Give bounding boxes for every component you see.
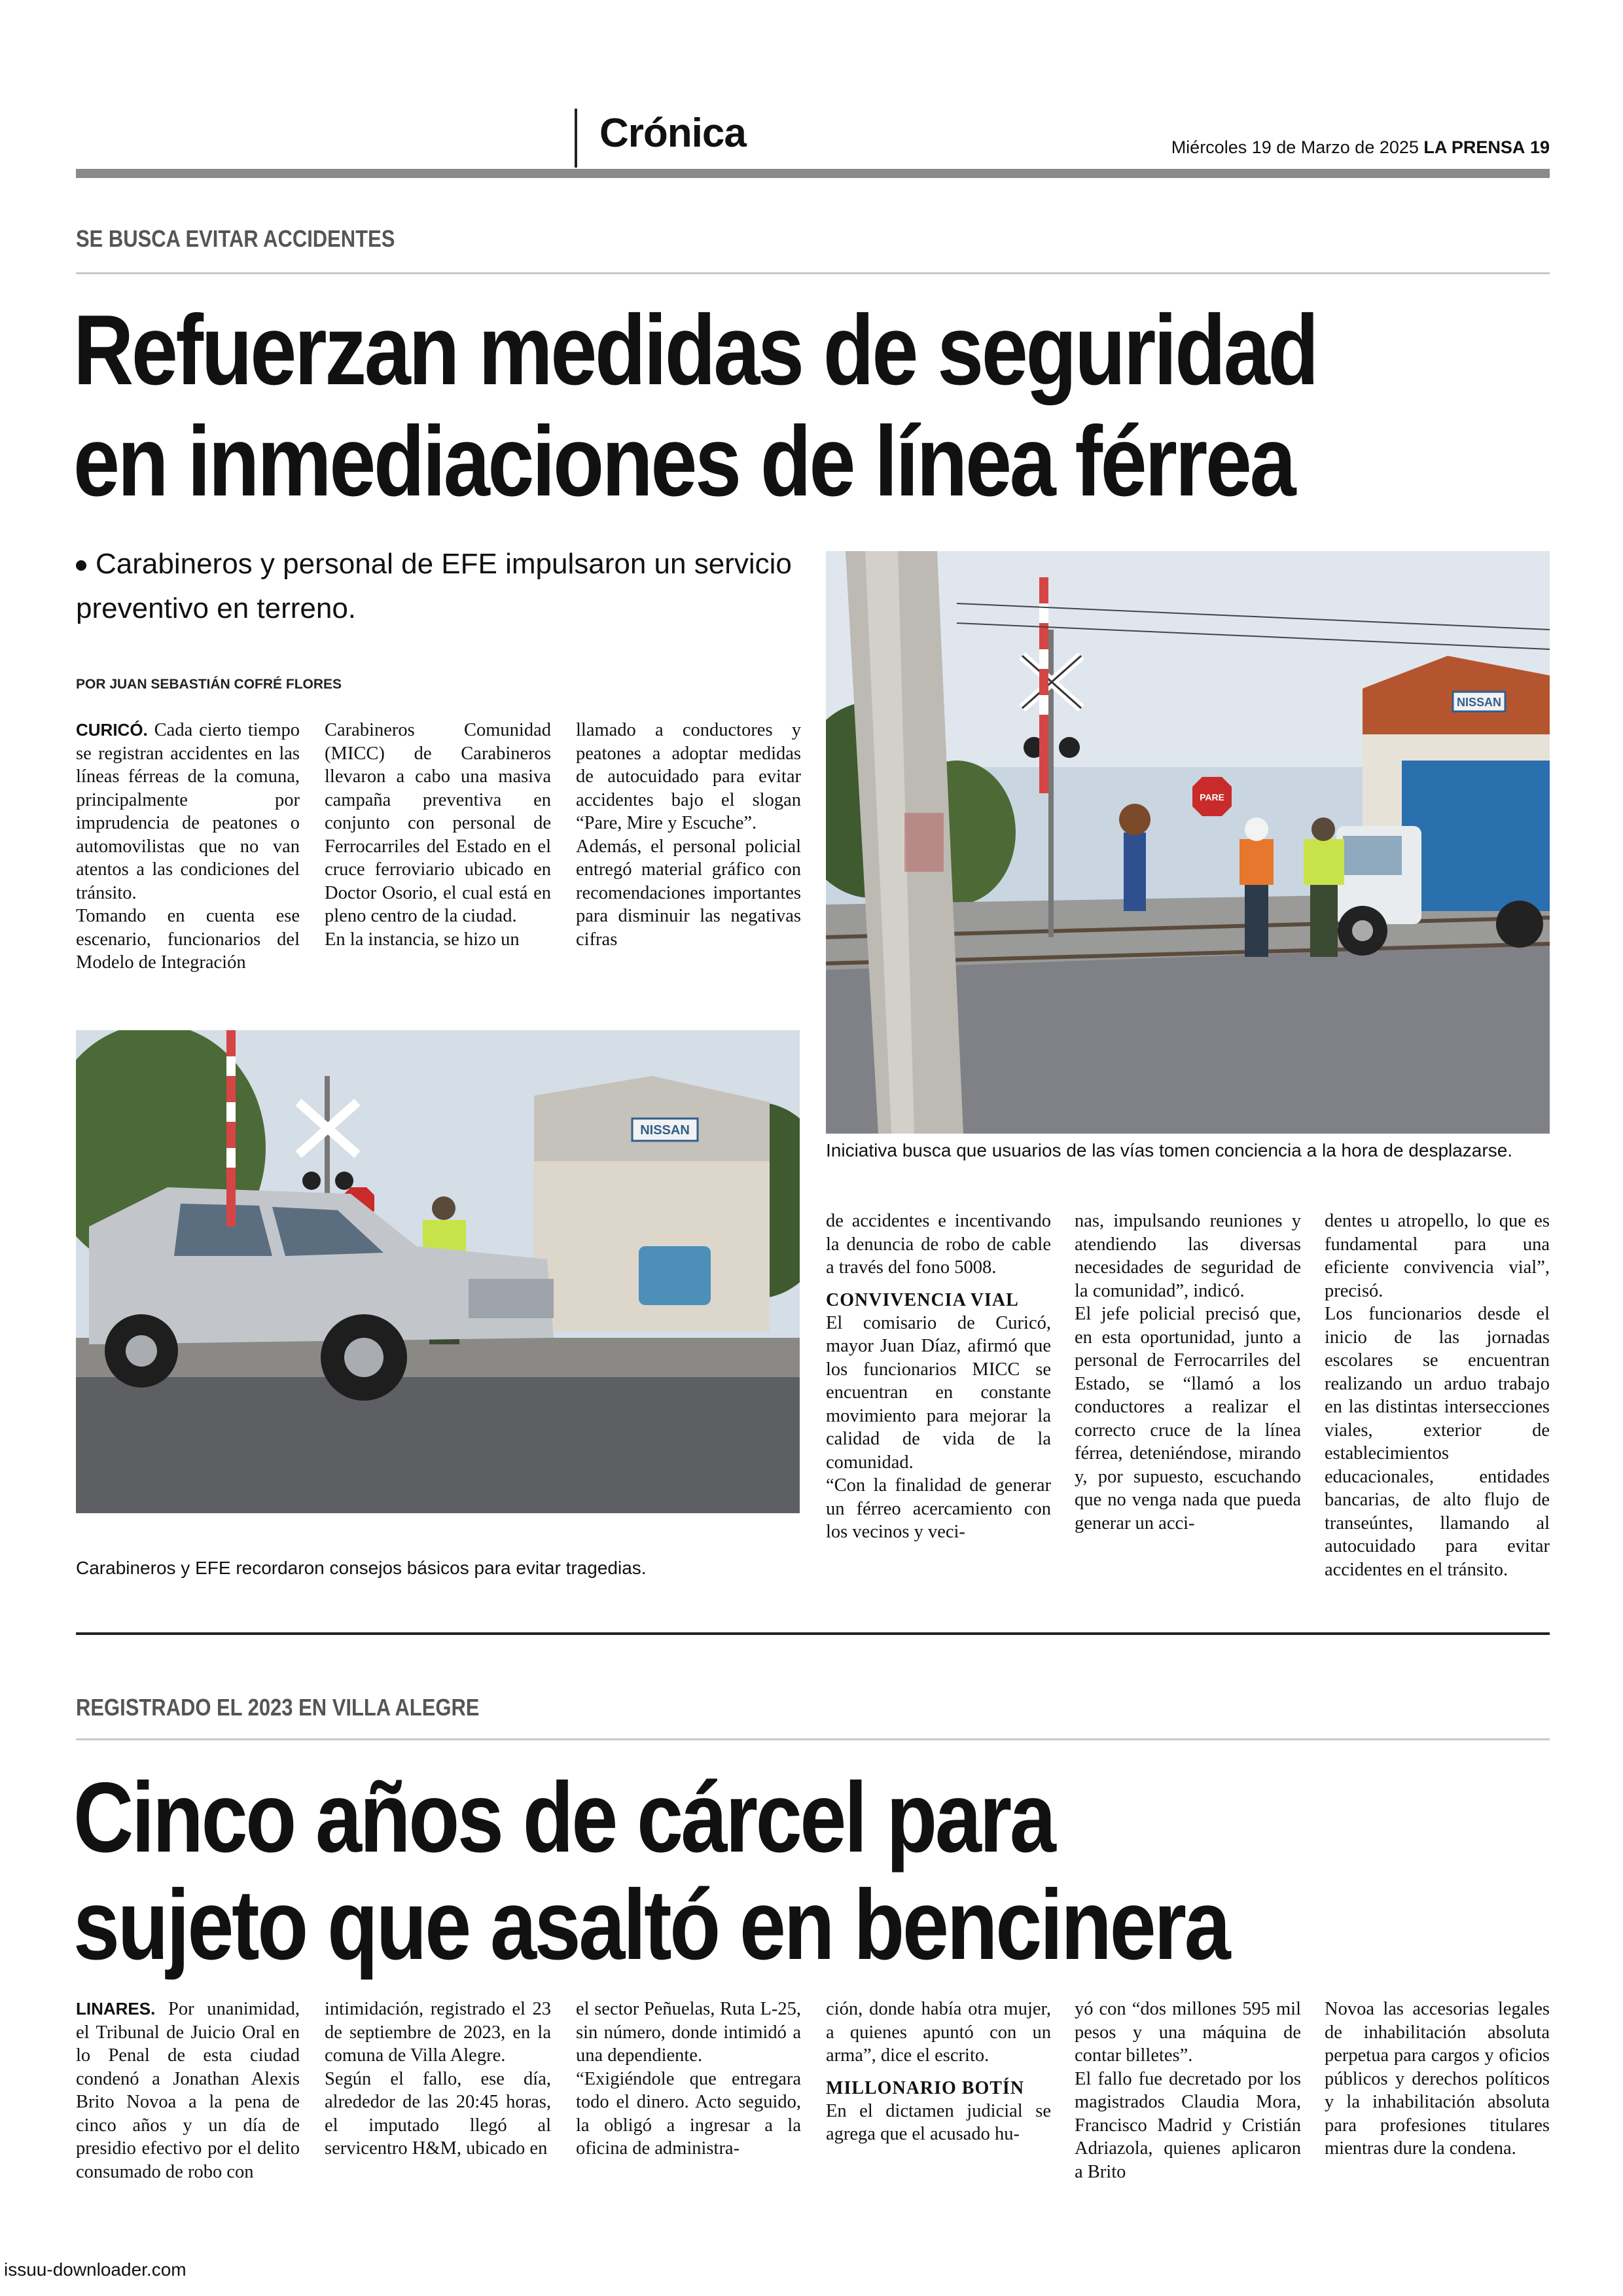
sign-pare: PARE bbox=[1200, 792, 1224, 802]
article2-column-5 bbox=[1075, 1998, 1301, 2183]
paragraph: Novoa las accesorias legales de inhabilitación absoluta perpetua para cargos y oficios públicos y derechos políticos y la inhabilitación absoluta para profesiones titulares mientras dure la condena. bbox=[1325, 1999, 1550, 2159]
issue-date-line bbox=[1171, 137, 1550, 158]
sign-nissan-2: NISSAN bbox=[640, 1123, 690, 1138]
paragraph: El comisario de Curicó, mayor Juan Díaz, afirmó que los funcionarios MICC se encuentran en constante movimiento para mejorar la calidad de vida de la comunidad. bbox=[826, 1312, 1051, 1473]
photo-railway-crossing bbox=[826, 551, 1550, 1134]
article2-column-3 bbox=[576, 1998, 801, 2161]
article1-column-2 bbox=[325, 719, 551, 951]
paragraph: yó con “dos millones 595 mil pesos y una máquina de contar billetes”. bbox=[1075, 1999, 1301, 2066]
article1-byline: POR JUAN SEBASTIÁN COFRÉ FLORES bbox=[76, 677, 342, 692]
article1-headline-line1: Refuerzan medidas de seguridad bbox=[73, 295, 1317, 406]
paragraph: de accidentes e incentivando la denuncia de robo de cable a través del fono 5008. bbox=[826, 1211, 1051, 1278]
paragraph: El fallo fue decretado por los magistrados Claudia Mora, Francisco Madrid y Cristián Adriazola, quienes aplicaron a Brito bbox=[1075, 2068, 1301, 2182]
paragraph: intimidación, registrado el 23 de septiembre de 2023, en la comuna de Villa Alegre. bbox=[325, 1999, 551, 2066]
paragraph: Tomando en cuenta ese escenario, funcionarios del Modelo de Integración bbox=[76, 906, 300, 973]
dateline: CURICÓ. bbox=[76, 720, 148, 740]
paragraph: el sector Peñuelas, Ruta L-25, sin número, donde intimidó a una dependiente. bbox=[576, 1999, 801, 2066]
article1-lead bbox=[76, 542, 809, 631]
paragraph: En el dictamen judicial se agrega que el acusado hu- bbox=[826, 2100, 1051, 2144]
paragraph: ción, donde había otra mujer, a quienes apuntó con un arma”, dice el escrito. bbox=[826, 1999, 1051, 2066]
caption-photo-1: Iniciativa busca que usuarios de las vías tomen conciencia a la hora de desplazarse. bbox=[826, 1140, 1513, 1160]
paragraph: Los funcionarios desde el inicio de las jornadas escolares se encuentran realizando un arduo trabajo en las distintas intersecciones viales, exterior de establecimientos educacionales, entidades bancarias, de alto flujo de transeúntes, llamando al autocuidado para evitar accidentes en el tránsito. bbox=[1325, 1304, 1550, 1580]
paragraph: Por unanimidad, el Tribunal de Juicio Oral en lo Penal de esta ciudad condenó a Jonathan Alexis Brito Novoa a la pena de cinco años y un día de presidio efectivo por el delito consumado de robo con bbox=[76, 1999, 300, 2182]
article1-kicker: SE BUSCA EVITAR ACCIDENTES bbox=[76, 225, 395, 252]
section-divider bbox=[575, 109, 577, 168]
kicker-rule-2 bbox=[76, 1738, 1550, 1740]
article2-column-1 bbox=[76, 1998, 300, 2183]
paragraph: “Exigiéndole que entregara todo el dinero. Acto seguido, la obligó a ingresar a la oficina de administra- bbox=[576, 2068, 801, 2159]
article2-column-6 bbox=[1325, 1998, 1550, 2161]
header-rule bbox=[76, 169, 1550, 178]
watermark: issuu-downloader.com bbox=[4, 2259, 187, 2280]
kicker-rule bbox=[76, 272, 1550, 274]
paragraph: nas, impulsando reuniones y atendiendo las diversas necesidades de seguridad de la comunidad”, indicó. bbox=[1075, 1211, 1301, 1301]
article1-column-3 bbox=[576, 719, 801, 951]
article1-column-5 bbox=[1075, 1210, 1301, 1535]
article2-column-4 bbox=[826, 1998, 1051, 2146]
article2-column-2 bbox=[325, 1998, 551, 2161]
article1-headline-line2: en inmediaciones de línea férrea bbox=[73, 406, 1294, 517]
article2-kicker: REGISTRADO EL 2023 EN VILLA ALEGRE bbox=[76, 1694, 480, 1721]
paragraph: En la instancia, se hizo un bbox=[325, 929, 520, 950]
page-number: 19 bbox=[1529, 137, 1550, 157]
article2-headline-line1: Cinco años de cárcel para bbox=[73, 1762, 1054, 1873]
paragraph: Carabineros Comunidad (MICC) de Carabineros llevaron a cabo una masiva campaña preventiva en conjunto con personal de Ferrocarriles del Estado en el cruce ferroviario ubicado en Doctor Osorio, el cual está en pleno centro de la ciudad. bbox=[325, 720, 551, 926]
paragraph: dentes u atropello, lo que es fundamental para una eficiente convivencia vial”, precisó. bbox=[1325, 1211, 1550, 1301]
paragraph: El jefe policial precisó que, en esta oportunidad, junto a personal de Ferrocarriles del Estado, se “llamó a los conductores a realizar el correcto cruce de la línea férrea, deteniéndose, mirando y, por supuesto, escuchando que no venga nada que pueda generar un acci- bbox=[1075, 1304, 1301, 1534]
paragraph: “Con la finalidad de generar un férreo acercamiento con los vecinos y veci- bbox=[826, 1475, 1051, 1542]
subheading-2: MILLONARIO BOTÍN bbox=[826, 2077, 1025, 2098]
paragraph: llamado a conductores y peatones a adoptar medidas de autocuidado para evitar accidentes bajo el slogan “Pare, Mire y Escuche”. bbox=[576, 720, 801, 833]
lead-text: Carabineros y personal de EFE impulsaron un servicio preventivo en terreno. bbox=[76, 548, 792, 625]
paragraph: Además, el personal policial entregó material gráfico con recomendaciones importantes para disminuir las negativas cifras bbox=[576, 836, 801, 950]
section-title: Crónica bbox=[599, 111, 746, 156]
article1-column-1 bbox=[76, 719, 300, 975]
photo-truck-at-crossing bbox=[76, 1030, 800, 1513]
article1-column-4 bbox=[826, 1210, 1051, 1544]
subheading: CONVIVENCIA VIAL bbox=[826, 1289, 1019, 1310]
bullet-icon bbox=[76, 560, 86, 571]
article1-column-6 bbox=[1325, 1210, 1550, 1581]
paragraph: Cada cierto tiempo se registran accidentes en las líneas férreas de la comuna, principalmente por imprudencia de peatones o automovilistas que no van atentos a las condiciones del tránsito. bbox=[76, 720, 300, 903]
sign-nissan: NISSAN bbox=[1456, 696, 1502, 709]
dateline-2: LINARES. bbox=[76, 1999, 156, 2018]
issue-date: Miércoles 19 de Marzo de 2025 bbox=[1171, 137, 1419, 157]
paper-name: LA PRENSA bbox=[1423, 137, 1525, 157]
caption-photo-2: Carabineros y EFE recordaron consejos básicos para evitar tragedias. bbox=[76, 1558, 647, 1578]
paragraph: Según el fallo, ese día, alrededor de las 20:45 horas, el imputado llegó al servicentro H&M, ubicado en bbox=[325, 2068, 551, 2159]
article-divider bbox=[76, 1632, 1550, 1635]
article2-headline-line2: sujeto que asaltó en bencinera bbox=[73, 1869, 1229, 1981]
